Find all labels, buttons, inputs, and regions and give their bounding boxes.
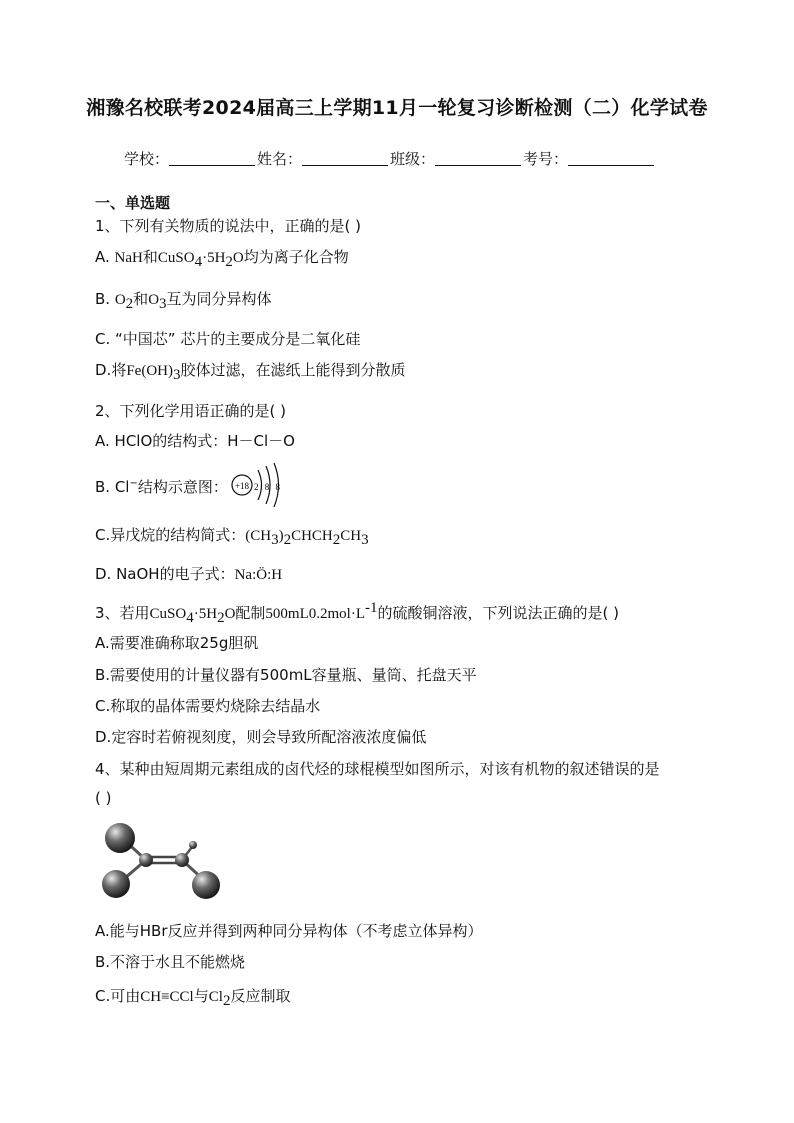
class-blank[interactable] <box>435 151 521 166</box>
number-blank[interactable] <box>568 151 654 166</box>
q3-option-c[interactable]: C.称取的晶体需要灼烧除去结晶水 <box>95 697 321 715</box>
ball-and-stick-model-image <box>96 818 226 910</box>
q4-option-c[interactable]: C.可由CH≡CCl与$Cl_2$反应制取 <box>95 987 291 1009</box>
page-title: 湘豫名校联考2024届高三上学期11月一轮复习诊断检测（二）化学试卷 <box>86 97 708 119</box>
q1-option-b[interactable]: B. $O_2$和$O_3$互为同分异构体 <box>95 290 272 312</box>
number-label: 考号： <box>523 150 569 168</box>
q3-option-b[interactable]: B.需要使用的计量仪器有500mL容量瓶、量筒、托盘天平 <box>95 666 477 684</box>
q4-stem: 4、某种由短周期元素组成的卤代烃的球棍模型如图所示，对该有机物的叙述错误的是 <box>95 760 660 778</box>
electron-formula: Na:Ö:H <box>234 567 283 583</box>
section-heading: 一、单选题 <box>95 194 171 212</box>
q1-option-c[interactable]: C. “中国芯” 芯片的主要成分是二氧化硅 <box>95 330 361 348</box>
carbon-atom-2 <box>175 853 189 867</box>
q2-option-c[interactable]: C.异戊烷的结构简式：$(CH_3)_2CHCH_2CH_3$ <box>95 526 369 548</box>
q1-stem: 1、下列有关物质的说法中，正确的是( ) <box>95 217 362 235</box>
q1-option-d[interactable]: D.将$Fe(OH)_3$胶体过滤，在滤纸上能得到分散质 <box>95 361 406 383</box>
shell-electron-counts: 2 8 8 <box>254 482 282 492</box>
q2-option-b[interactable]: B. Cl−结构示意图： <box>95 478 228 496</box>
chlorine-atom-1 <box>105 823 135 853</box>
name-blank[interactable] <box>302 151 388 166</box>
hydrogen-atom <box>189 841 197 849</box>
q4-stem-continued: ( ) <box>95 789 112 807</box>
q2-option-d[interactable]: D. NaOH的电子式：Na:Ö:H <box>95 565 283 583</box>
name-label: 姓名： <box>257 150 303 168</box>
q3-option-a[interactable]: A.需要准确称取25g胆矾 <box>95 634 259 652</box>
school-blank[interactable] <box>169 151 255 166</box>
q4-option-a[interactable]: A.能与HBr反应并得到两种同分异构体（不考虑立体异构） <box>95 922 483 940</box>
q3-stem: 3、若用$CuSO_4\cdot 5H_2O$配制$500mL0.2mol\cdot L^{-1}$的硫酸铜溶液，下列说法正确的是( ) <box>95 600 619 626</box>
q3-option-d[interactable]: D.定容时若俯视刻度，则会导致所配溶液浓度偏低 <box>95 728 427 746</box>
class-label: 班级： <box>390 150 436 168</box>
chlorine-atom-2 <box>102 870 130 898</box>
q2-stem: 2、下列化学用语正确的是( ) <box>95 402 287 420</box>
nucleus-charge: +18 <box>234 481 250 491</box>
chlorine-atom-3 <box>192 871 220 899</box>
chloride-ion-structure-diagram <box>228 462 288 508</box>
student-info-row <box>124 148 656 169</box>
q4-option-b[interactable]: B.不溶于水且不能燃烧 <box>95 953 246 971</box>
q1-option-a[interactable]: A. NaH和$CuSO_4\cdot 5H_2O$均为离子化合物 <box>95 248 349 270</box>
carbon-atom-1 <box>139 853 153 867</box>
school-label: 学校： <box>124 150 170 168</box>
q2-option-a[interactable]: A. HClO的结构式：H－Cl－O <box>95 432 295 450</box>
